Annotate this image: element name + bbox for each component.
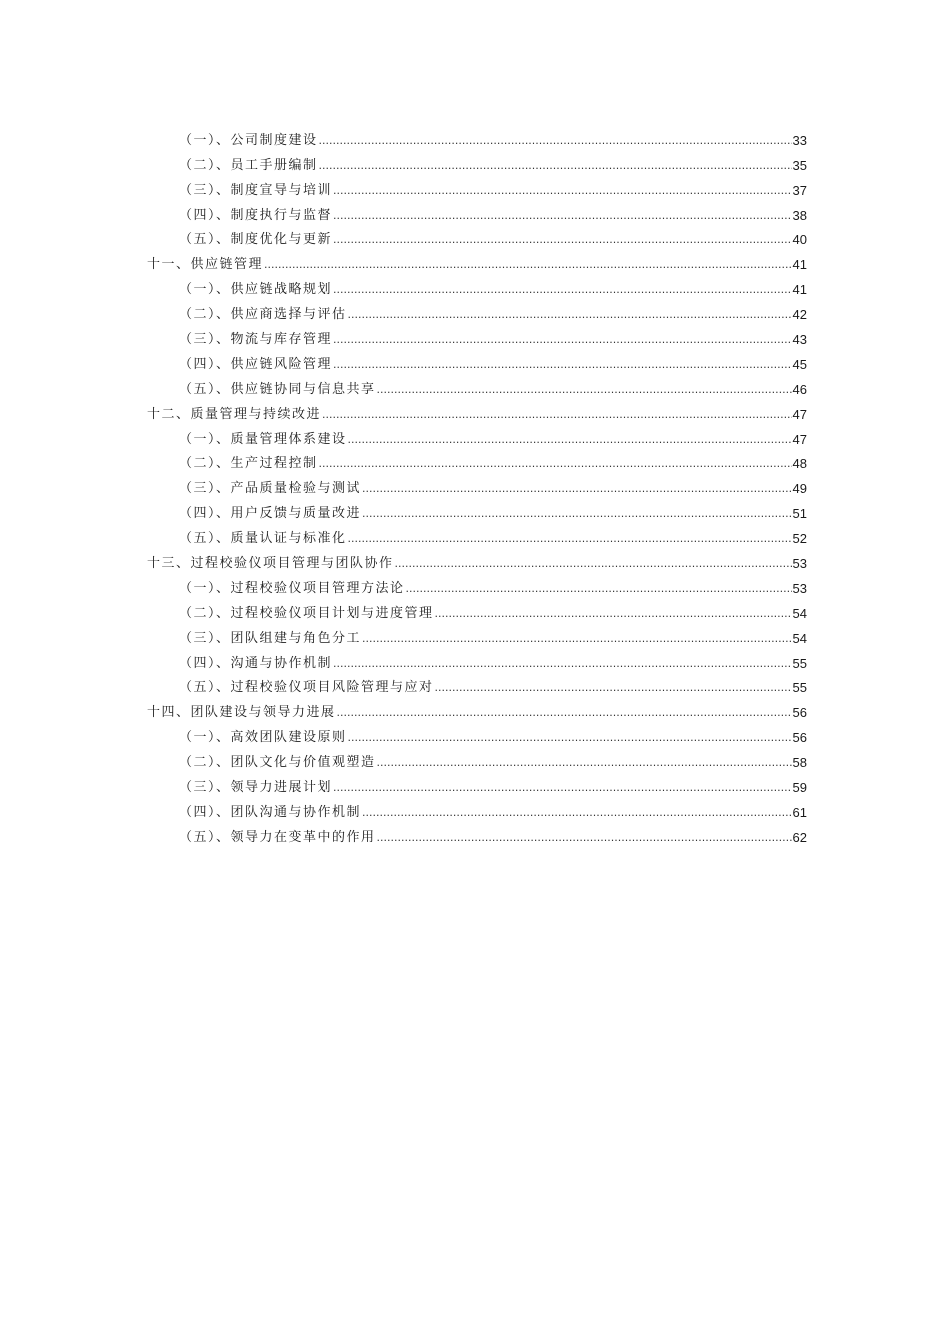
toc-page-number: 55 — [792, 680, 807, 696]
toc-page-number: 41 — [792, 257, 807, 273]
toc-dot-leader — [333, 356, 792, 374]
toc-entry-title: （三）、产品质量检验与测试 — [179, 481, 362, 497]
toc-section-link[interactable] — [147, 722, 807, 747]
toc-section-link[interactable] — [147, 150, 807, 175]
toc-dot-leader — [348, 530, 792, 548]
toc-page-number: 61 — [792, 804, 807, 820]
toc-page-number: 33 — [792, 132, 807, 148]
toc-dot-leader — [377, 381, 792, 399]
toc-entry-title: （二）、员工手册编制 — [179, 157, 318, 173]
toc-entry-title: （五）、供应链协同与信息共享 — [179, 381, 376, 397]
toc-dot-leader — [377, 754, 792, 772]
toc-page-number: 35 — [792, 157, 807, 173]
toc-entry-title: 十四、团队建设与领导力进展 — [147, 705, 336, 721]
toc-section-link[interactable] — [147, 449, 807, 474]
toc-page-number: 40 — [792, 232, 807, 248]
toc-chapter-link[interactable] — [147, 249, 807, 274]
toc-page-number: 46 — [792, 381, 807, 397]
toc-section-link[interactable] — [147, 623, 807, 648]
toc-dot-leader — [333, 331, 792, 349]
toc-entry-title: （四）、用户反馈与质量改进 — [179, 506, 362, 522]
toc-entry-title: （三）、领导力进展计划 — [179, 780, 333, 796]
toc-page-number: 47 — [792, 406, 807, 422]
toc-dot-leader — [333, 281, 792, 299]
toc-section-link[interactable] — [147, 225, 807, 250]
toc-page-number: 58 — [792, 755, 807, 771]
toc-entry-title: （二）、团队文化与价值观塑造 — [179, 755, 376, 771]
toc-page-number: 54 — [792, 605, 807, 621]
toc-section-link[interactable] — [147, 797, 807, 822]
toc-dot-leader — [319, 132, 792, 150]
toc-section-link[interactable] — [147, 324, 807, 349]
toc-entry-title: （一）、供应链战略规划 — [179, 282, 333, 298]
toc-page-number: 56 — [792, 705, 807, 721]
toc-dot-leader — [322, 406, 792, 424]
toc-dot-leader — [362, 804, 792, 822]
toc-page-number: 59 — [792, 780, 807, 796]
toc-section-link[interactable] — [147, 299, 807, 324]
toc-section-link[interactable] — [147, 673, 807, 698]
toc-entry-title: （四）、沟通与协作机制 — [179, 655, 333, 671]
toc-page-number: 62 — [792, 829, 807, 845]
toc-section-link[interactable] — [147, 175, 807, 200]
toc-section-link[interactable] — [147, 573, 807, 598]
toc-page-number: 54 — [792, 630, 807, 646]
toc-dot-leader — [348, 306, 792, 324]
toc-page-number: 43 — [792, 332, 807, 348]
toc-section-link[interactable] — [147, 598, 807, 623]
toc-section-link[interactable] — [147, 473, 807, 498]
toc-page-number: 41 — [792, 282, 807, 298]
toc-page-number: 45 — [792, 356, 807, 372]
toc-section-link[interactable] — [147, 424, 807, 449]
toc-dot-leader — [377, 829, 792, 847]
toc-entry-title: 十一、供应链管理 — [147, 257, 264, 273]
toc-dot-leader — [319, 157, 792, 175]
toc-page-number: 53 — [792, 580, 807, 596]
toc-section-link[interactable] — [147, 772, 807, 797]
toc-entry-title: 十三、过程校验仪项目管理与团队协作 — [147, 556, 394, 572]
toc-dot-leader — [319, 455, 792, 473]
toc-section-link[interactable] — [147, 349, 807, 374]
toc-dot-leader — [435, 605, 792, 623]
toc-dot-leader — [348, 431, 792, 449]
toc-dot-leader — [406, 580, 792, 598]
toc-chapter-link[interactable] — [147, 548, 807, 573]
toc-dot-leader — [264, 256, 792, 274]
toc-dot-leader — [395, 555, 792, 573]
toc-page-number: 47 — [792, 431, 807, 447]
toc-dot-leader — [435, 679, 792, 697]
toc-entry-title: （五）、质量认证与标准化 — [179, 531, 347, 547]
toc-page-number: 38 — [792, 207, 807, 223]
toc-entry-title: （三）、制度宣导与培训 — [179, 182, 333, 198]
toc-entry-title: （五）、制度优化与更新 — [179, 232, 333, 248]
toc-entry-title: （三）、团队组建与角色分工 — [179, 630, 362, 646]
toc-entry-title: （四）、制度执行与监督 — [179, 207, 333, 223]
toc-entry-title: （一）、公司制度建设 — [179, 132, 318, 148]
toc-entry-title: （二）、供应商选择与评估 — [179, 307, 347, 323]
toc-section-link[interactable] — [147, 374, 807, 399]
toc-dot-leader — [348, 729, 792, 747]
toc-entry-title: （一）、高效团队建设原则 — [179, 730, 347, 746]
toc-page-number: 49 — [792, 481, 807, 497]
toc-page-number: 42 — [792, 307, 807, 323]
toc-page-number: 37 — [792, 182, 807, 198]
toc-entry-title: （一）、质量管理体系建设 — [179, 431, 347, 447]
toc-dot-leader — [333, 655, 792, 673]
toc-dot-leader — [333, 182, 792, 200]
toc-section-link[interactable] — [147, 200, 807, 225]
toc-section-link[interactable] — [147, 523, 807, 548]
toc-page-number: 56 — [792, 730, 807, 746]
toc-page-number: 53 — [792, 556, 807, 572]
toc-page-number: 52 — [792, 531, 807, 547]
toc-dot-leader — [362, 505, 792, 523]
toc-dot-leader — [337, 704, 792, 722]
toc-chapter-link[interactable] — [147, 697, 807, 722]
toc-page-number: 51 — [792, 506, 807, 522]
toc-entry-title: （四）、团队沟通与协作机制 — [179, 804, 362, 820]
toc-dot-leader — [362, 630, 792, 648]
toc-dot-leader — [333, 779, 792, 797]
toc-dot-leader — [362, 480, 792, 498]
toc-section-link[interactable] — [147, 498, 807, 523]
toc-entry-title: （五）、过程校验仪项目风险管理与应对 — [179, 680, 434, 696]
toc-entry-title: （二）、生产过程控制 — [179, 456, 318, 472]
toc-section-link[interactable] — [147, 747, 807, 772]
toc-section-link[interactable] — [147, 274, 807, 299]
toc-entry-title: （三）、物流与库存管理 — [179, 332, 333, 348]
toc-entry-title: （四）、供应链风险管理 — [179, 356, 333, 372]
toc-section-link[interactable] — [147, 125, 807, 150]
table-of-contents — [147, 125, 807, 847]
toc-section-link[interactable] — [147, 822, 807, 847]
toc-entry-title: 十二、质量管理与持续改进 — [147, 406, 322, 422]
toc-section-link[interactable] — [147, 648, 807, 673]
toc-dot-leader — [333, 231, 792, 249]
toc-entry-title: （一）、过程校验仪项目管理方法论 — [179, 580, 405, 596]
toc-dot-leader — [333, 207, 792, 225]
toc-page-number: 48 — [792, 456, 807, 472]
toc-entry-title: （二）、过程校验仪项目计划与进度管理 — [179, 605, 434, 621]
toc-entry-title: （五）、领导力在变革中的作用 — [179, 829, 376, 845]
toc-chapter-link[interactable] — [147, 399, 807, 424]
toc-page-number: 55 — [792, 655, 807, 671]
